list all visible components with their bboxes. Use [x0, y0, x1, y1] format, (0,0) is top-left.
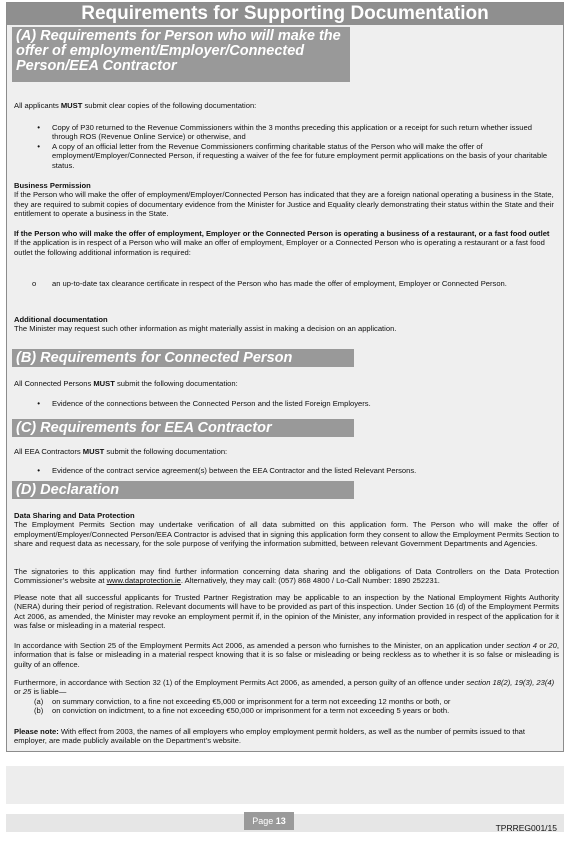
section-b-bullet — [14, 399, 559, 408]
penalty-item: (b) on conviction on indictment, to a fine not exceeding €50,000 or imprisonment for a term not exceeding 5 years or both. — [34, 706, 450, 716]
additional-text: The Minister may request such other information as might materially assist in making a decision on an application. — [14, 324, 397, 334]
circle-bullet-icon: o — [32, 279, 37, 288]
trusted-partner-paragraph: Please note that all successful applicants for Trusted Partner Registration may be applicable to an inspection by the National Employment Rights Authority (NERA) during their period of registration. Relevant documents will have to be provided as part of this inspection. Under Section 16 (d) of the Employment Permits Act 2006, as amended, the Minister may revoke an employment permit if, in the opinion of the Minister, any information provided in respect of the application for it was false or misleading in a material respect. — [14, 593, 559, 631]
list-item: • Copy of P30 returned to the Revenue Commissioners within the 3 months preceding this application or a receipt for such return whether issued through ROS (Revenue Online Service) or otherwise, and — [14, 123, 559, 142]
signatories-paragraph: The signatories to this application may find further information concerning data sharing and the obligations of Data Controllers on the Data Protection Commissioner’s website at www.dataprotection.ie. Alternatively, they may call: (057) 868 4800 / Lo-Call Number: 1890 252231. — [14, 567, 559, 586]
page-title: Requirements for Supporting Documentation — [7, 3, 563, 25]
additional-title: Additional documentation — [14, 315, 108, 324]
document-frame — [6, 2, 564, 752]
section-a-heading: (A) Requirements for Person who will make the offer of employment/Employer/Connected Person/EEA Contractor — [12, 27, 350, 82]
restaurant-title: If the Person who will make the offer of employment, Employer or the Connected Person is operating a business of a restaurant, or a fast food outlet — [14, 229, 550, 238]
section-d-heading: (D) Declaration — [12, 481, 354, 499]
bullet-icon: • — [37, 399, 40, 408]
data-sharing-title: Data Sharing and Data Protection — [14, 511, 135, 520]
dataprotection-link[interactable]: www.dataprotection.ie — [106, 576, 181, 586]
list-item: • A copy of an official letter from the Revenue Commissioners confirming charitable status of the Person who will make the offer of employment/Employer/Connected Person, if requesting a waiver of the fee for future employment permit applications on the basis of your charitable status. — [14, 142, 559, 170]
business-permission-block — [14, 181, 559, 219]
data-sharing-block — [14, 511, 559, 549]
section-b-heading: (B) Requirements for Connected Person — [12, 349, 354, 367]
list-item: • Evidence of the contract service agreement(s) between the EEA Contractor and the listed Relevant Persons. — [14, 466, 559, 475]
section-c-heading: (C) Requirements for EEA Contractor — [12, 419, 354, 437]
please-note-paragraph: Please note: With effect from 2003, the names of all employers who employ employment permit holders, as well as the number of permits issued to that employer, are made publicly available on the Department’s website. — [14, 727, 525, 746]
business-permission-text: If the Person who will make the offer of employment/Employer/Connected Person has indicated that they are a foreign national operating a business in the State, they are required to submit copies of documentary evidence from the Minister for Justice and Equality clearly demonstrating their status within the State and their entitlement to operate a business in the State. — [14, 190, 554, 219]
section-25-paragraph: In accordance with Section 25 of the Employment Permits Act 2006, as amended a person who furnishes to the Minister, on an application under section 4 or 20, information that is false or misleading in a material respect knowing that it is so false or misleading or being reckless as to whether it is so false or misleading is guilty of an offence. — [14, 641, 559, 669]
penalty-item: (a) on summary conviction, to a fine not exceeding €5,000 or imprisonment for a term not exceeding 12 months or both, or — [34, 696, 451, 706]
bullet-icon: • — [37, 466, 40, 475]
business-permission-title: Business Permission — [14, 181, 91, 190]
section-c-intro: All EEA Contractors MUST submit the following documentation: — [14, 447, 228, 456]
restaurant-text: If the application is in respect of a Person who will make an offer of employment, Employer or a Connected Person who is operating a restaurant or a fast food outlet the following additional information is required: — [14, 238, 545, 257]
additional-documentation-block — [14, 315, 559, 334]
section-c-bullet — [14, 466, 559, 475]
form-reference: TPRREG001/15 — [495, 823, 557, 833]
bullet-icon: • — [37, 123, 40, 132]
footer-blank-panel — [6, 766, 564, 804]
restaurant-block — [14, 229, 559, 257]
section-a-bullets — [14, 123, 559, 170]
restaurant-bullet — [14, 279, 559, 288]
list-item: • Evidence of the connections between the Connected Person and the listed Foreign Employers. — [14, 399, 559, 408]
bullet-icon: • — [37, 141, 40, 151]
data-sharing-text: The Employment Permits Section may undertake verification of all data submitted on this application form. The Person who will make the offer of employment/Employer/Connected Person/EEA Contractor is advised that in signing this application form they consent to allow the Employment Permits Section to share and request data as necessary, for the sole purpose of verifying the information submitted, between relevant Government Departments and Agencies. — [14, 520, 559, 549]
section-b-intro: All Connected Persons MUST submit the following documentation: — [14, 379, 238, 388]
section-a-intro: All applicants MUST submit clear copies of the following documentation: — [14, 101, 257, 110]
page-number: Page 13 — [244, 812, 294, 830]
list-item: o an up-to-date tax clearance certificate in respect of the Person who has made the offer of employment, Employer or Connected Person. — [14, 279, 559, 288]
section-32-paragraph: Furthermore, in accordance with Section 32 (1) of the Employment Permits Act 2006, as amended, a person guilty of an offence under section 18(2), 19(3), 23(4) or 25 is liable— (a) on summary conviction, to a fine not exceeding €5,000 or imprisonment for a term not exceeding 12 months or both, or (b) on conviction on indictment, to a fine not exceeding €50,000 or imprisonment for a term not exceeding 5 years or both. — [14, 678, 559, 716]
